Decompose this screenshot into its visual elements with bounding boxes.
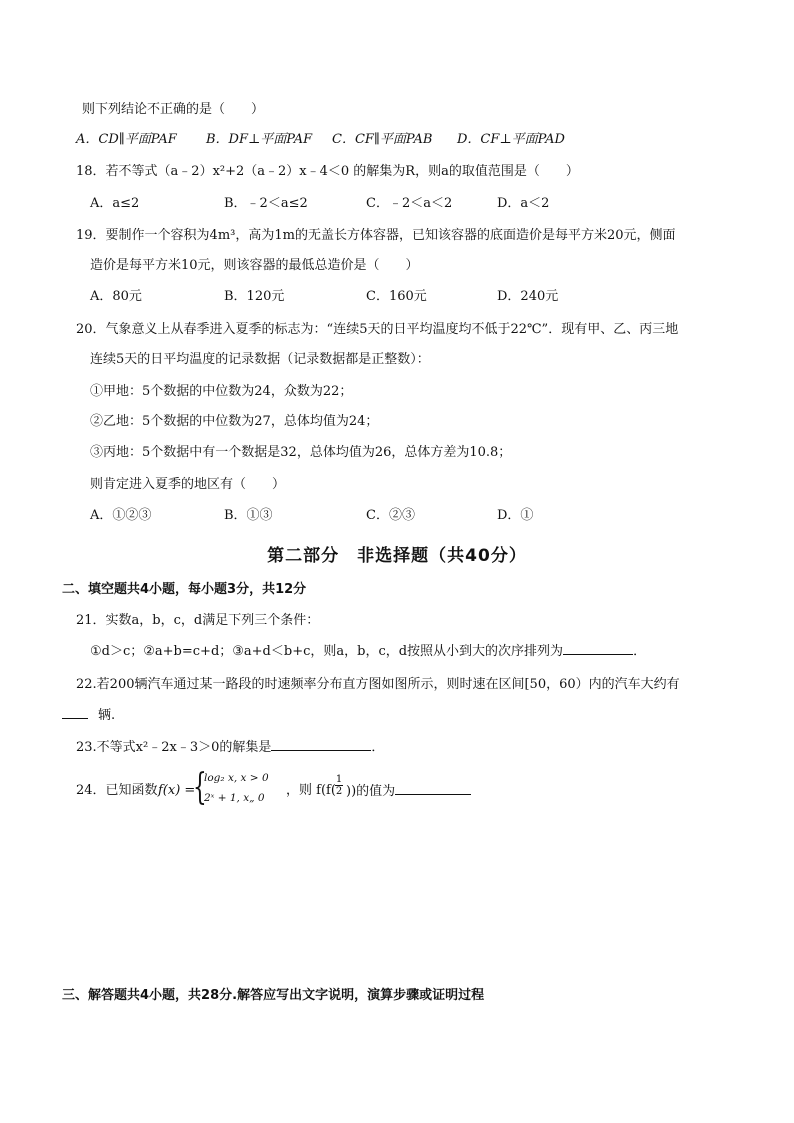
q18-option-d: D．a＜2 [497,196,550,211]
q20-line1: 20．气象意义上从春季进入夏季的标志为：“连续5天的日平均温度均不低于22℃”．现有甲、乙、丙三地 [76,322,679,337]
q22-text: 辆. [98,708,116,723]
q19-line2: 造价是每平方米10元，则该容器的最低总造价是（ ） [90,258,419,273]
q19-option-a: A．80元 [90,289,142,304]
q22-line2 [62,706,115,725]
q24-post-line [346,782,471,801]
q19-option-b: B．120元 [224,289,285,304]
q24-pre: 24．已知函数 [76,783,158,798]
q20-option-c: C．②③ [366,508,415,523]
q23-answer-blank[interactable] [271,738,371,751]
q23-text: 23.不等式x²﹣2x﹣3＞0的解集是 [76,740,272,755]
q20-ask: 则肯定进入夏季的地区有（ ） [90,477,286,492]
q24-case1: log₂ x, x > 0 [204,772,269,784]
q24-fraction-numerator: 1 [335,774,343,785]
q17-option-d: D．CF⊥平面PAD [457,132,565,147]
q22-answer-blank[interactable] [62,706,88,719]
q22-line1: 22.若200辆汽车通过某一路段的时速频率分布直方图如图所示，则时速在区间[50，60）内的汽车大约有 [76,677,680,692]
q24-fraction-denominator: 2 [335,786,343,797]
q21-line2 [90,642,646,661]
q20-option-a: A．①②③ [90,508,152,523]
q20-option-b: B．①③ [224,508,273,523]
q18-stem: 18．若不等式（a﹣2）x²+2（a﹣2）x﹣4＜0 的解集为R，则a的取值范围是（ ） [76,164,579,179]
part2-title: 第二部分 非选择题（共40分） [267,546,527,566]
q19-option-c: C．160元 [366,289,427,304]
q17-option-b: B．DF⊥平面PAF [206,132,313,147]
section3-header: 三、解答题共4小题，共28分.解答应写出文字说明，演算步骤或证明过程 [62,988,485,1003]
q24-answer-blank[interactable] [395,782,471,795]
q23-line [76,738,384,757]
section2-header: 二、填空题共4小题，每小题3分，共12分 [62,582,307,597]
q20-option-d: D．① [497,508,534,523]
q23-end: ． [371,740,385,755]
q19-option-d: D．240元 [497,289,559,304]
piecewise-brace: { [193,767,207,808]
q24-case2: 2ˣ + 1, x„ 0 [204,792,265,804]
q18-option-a: A．a≤2 [90,196,140,211]
q20-item3: ③丙地：5个数据中有一个数据是32，总体均值为26，总体方差为10.8； [90,445,512,460]
q24-fraction [334,774,344,797]
q19-line1: 19．要制作一个容积为4m³，高为1m的无盖长方体容器，已知该容器的底面造价是每平方米20元，侧面 [76,228,676,243]
q20-item2: ②乙地：5个数据的中位数为27，总体均值为24； [90,414,379,429]
q18-option-b: B．﹣2＜a≤2 [224,196,308,211]
q21-text: ①d＞c；②a+b=c+d；③a+d＜b+c，则a，b，c，d按照从小到大的次序排列为 [90,644,564,659]
q20-item1: ①甲地：5个数据的中位数为24，众数为22； [90,384,353,399]
q18-option-c: C．﹣2＜a＜2 [366,196,453,211]
q24-mid: ，则 f(f( [286,783,336,798]
q17-stem: 则下列结论不正确的是（ ） [82,102,265,117]
q17-option-c: C．CF∥平面PAB [332,132,433,147]
q21-line1: 21．实数a，b，c，d满足下列三个条件： [76,613,320,628]
q21-answer-blank[interactable] [563,642,633,655]
q21-end: ． [633,644,647,659]
q17-option-a: A．CD∥平面PAF [76,132,177,147]
q24-fx: f(x) = [158,783,196,798]
q24-post: ))的值为 [346,784,396,799]
q20-line2: 连续5天的日平均温度的记录数据（记录数据都是正整数）： [90,352,430,367]
